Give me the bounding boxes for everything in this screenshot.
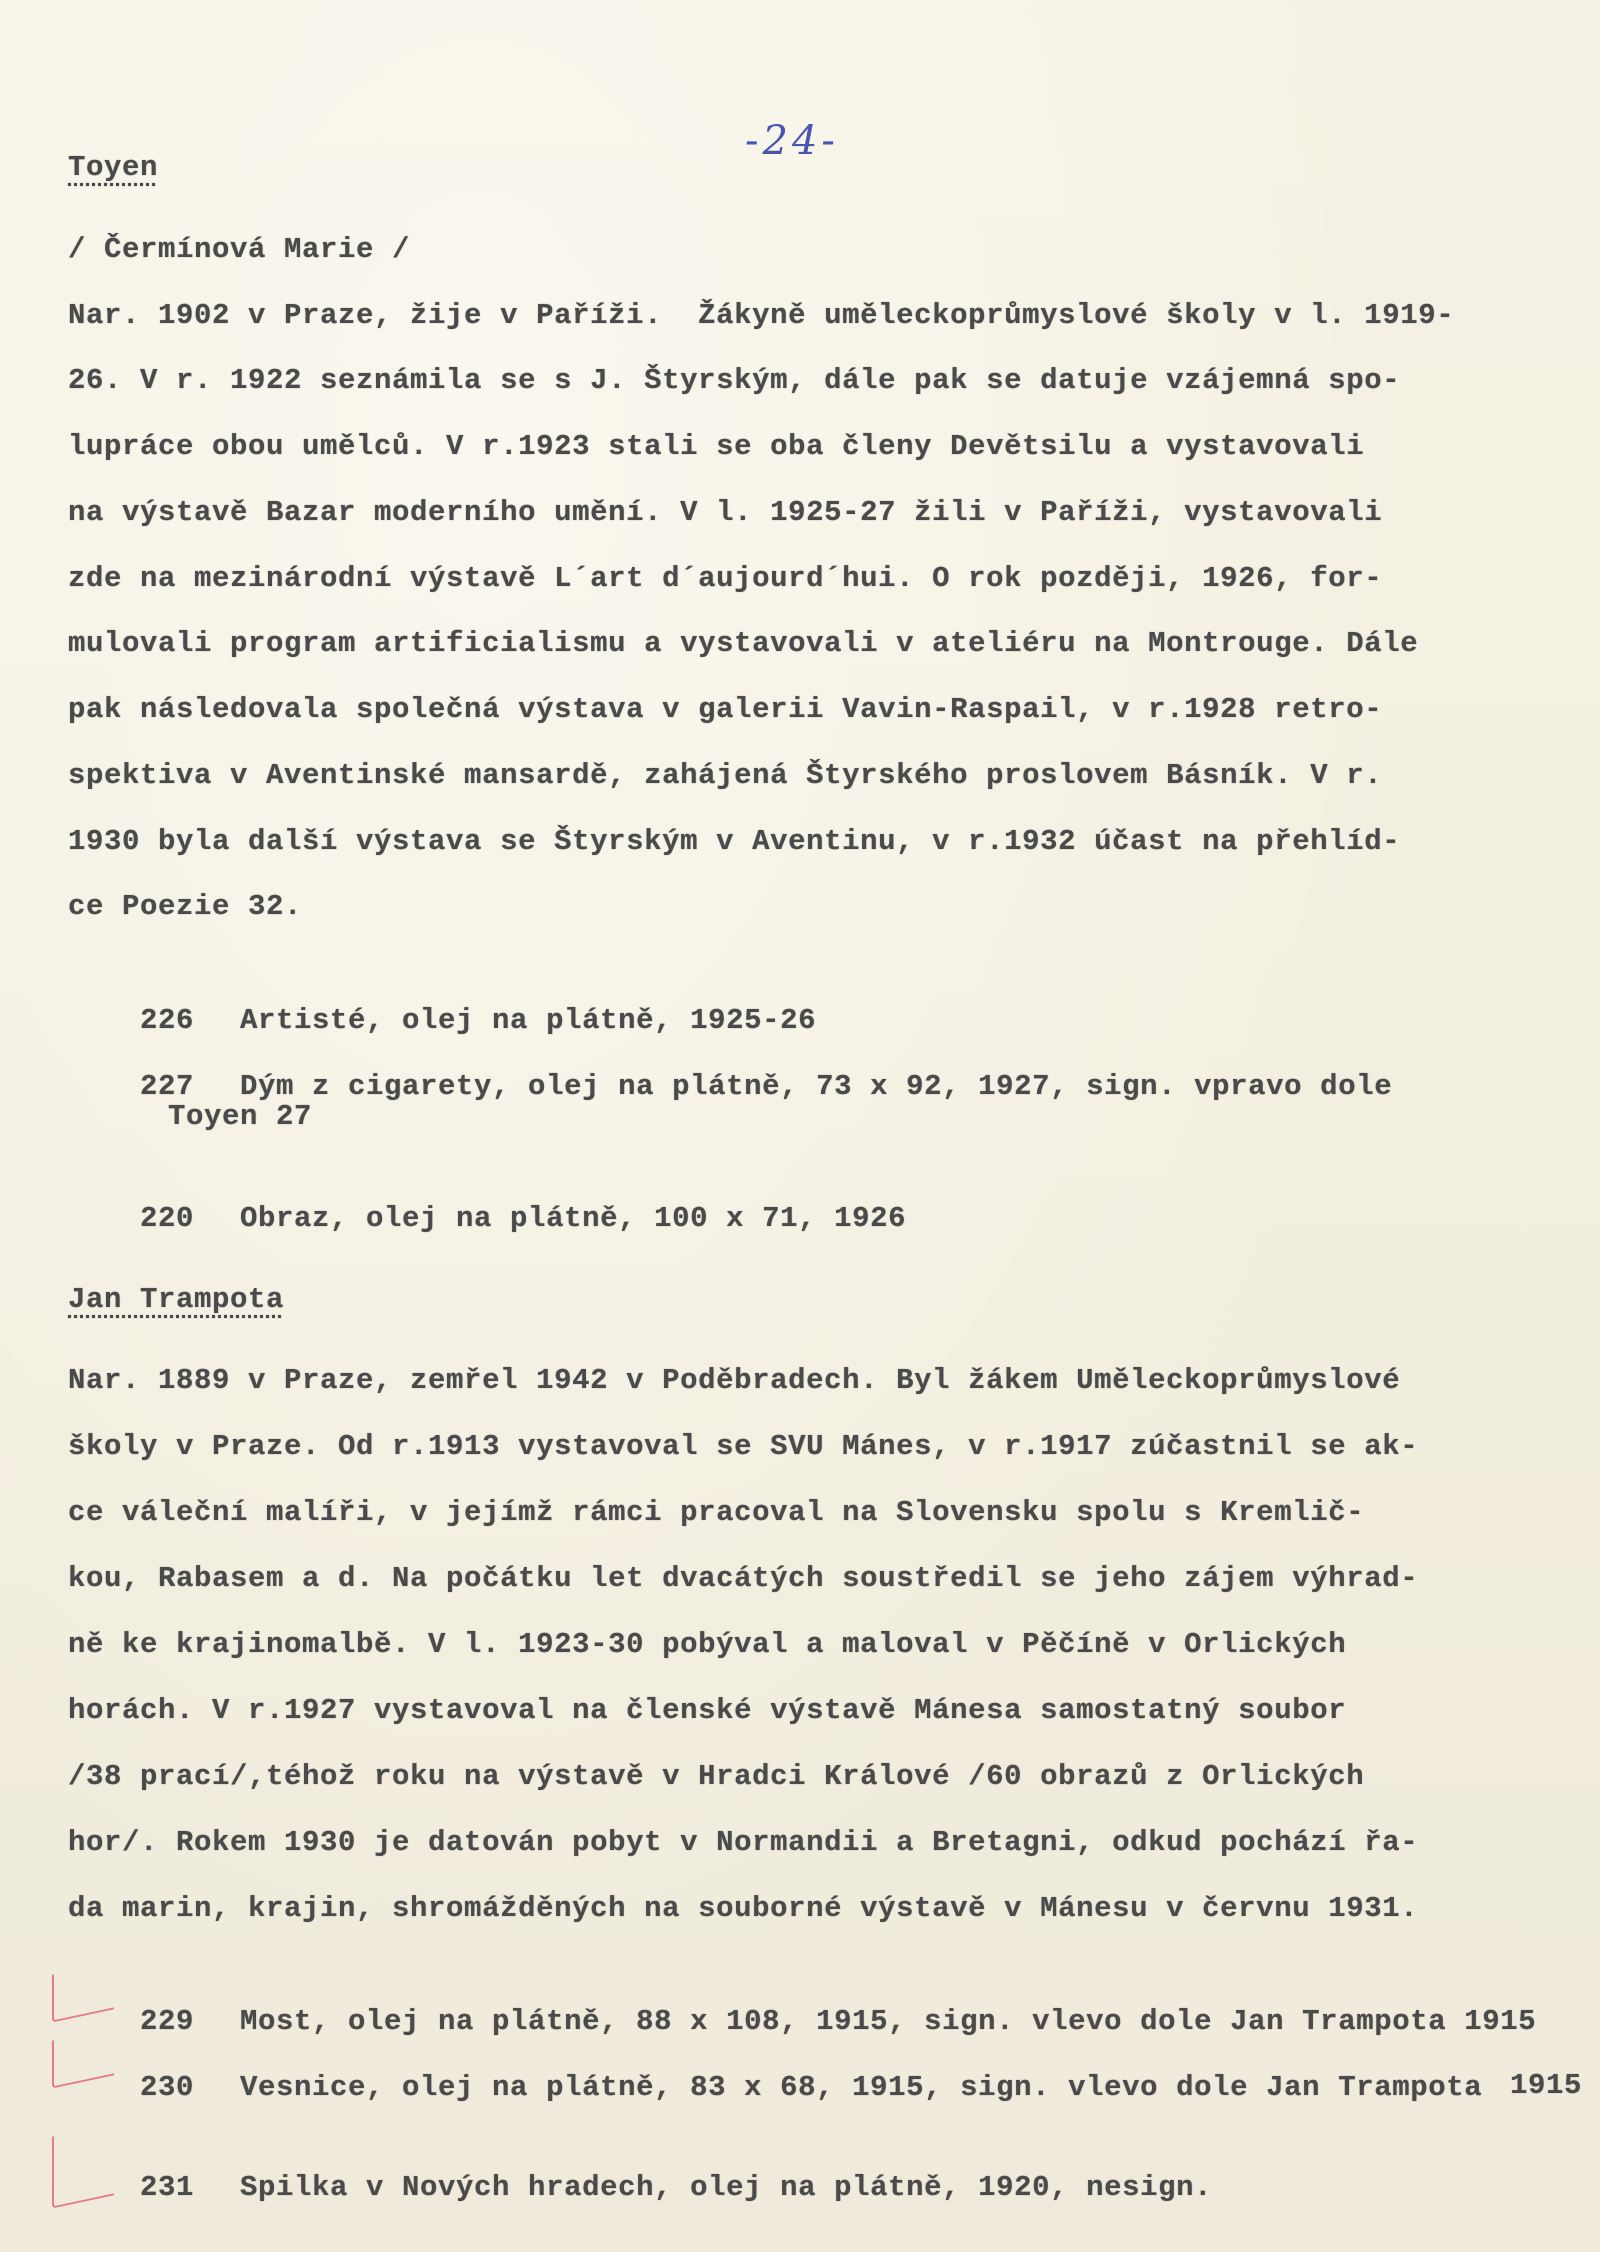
- catalog-item-text: Artisté, olej na plátně, 1925-26: [240, 1004, 817, 1037]
- bio-line: mulovali program artificialismu a vystavovali v ateliéru na Montrouge. Dále: [68, 627, 1419, 660]
- catalog-item-text: Spilka v Nových hradech, olej na plátně, 1920, nesign.: [240, 2171, 1213, 2204]
- artist-alias: / Čermínová Marie /: [68, 233, 411, 266]
- catalog-item: [68, 2134, 1212, 2242]
- catalog-item-text: Obraz, olej na plátně, 100 x 71, 1926: [240, 1202, 907, 1235]
- handwritten-page-number: -24-: [745, 118, 839, 164]
- bio-line: na výstavě Bazar moderního umění. V l. 1925-27 žili v Paříži, vystavovali: [68, 496, 1383, 529]
- catalog-item-continuation: Toyen 27: [168, 1100, 313, 1133]
- section-heading-trampota: Jan Trampota: [68, 1283, 285, 1316]
- bio-line: /38 prací/,téhož roku na výstavě v Hradci Králové /60 obrazů z Orlických: [68, 1760, 1365, 1793]
- catalog-item-text: Dým z cigarety, olej na plátně, 73 x 92, 1927, sign. vpravo dole: [240, 1070, 1393, 1103]
- catalog-item-number: 227: [140, 1070, 195, 1103]
- bio-line: ce Poezie 32.: [68, 890, 303, 923]
- catalog-item-number: 230: [140, 2071, 195, 2104]
- catalog-item-text: Most, olej na plátně, 88 x 108, 1915, sign. vlevo dole Jan Trampota 1915: [240, 2005, 1537, 2038]
- catalog-item: [68, 1165, 906, 1273]
- bio-line: 1930 byla další výstava se Štyrským v Aventinu, v r.1932 účast na přehlíd-: [68, 825, 1401, 858]
- catalog-item-number: 231: [140, 2171, 195, 2204]
- bio-line: Nar. 1889 v Praze, zemřel 1942 v Poděbradech. Byl žákem Uměleckoprůmyslové: [68, 1364, 1401, 1397]
- catalog-item: [68, 2034, 1482, 2142]
- section-heading-toyen: Toyen: [68, 151, 159, 184]
- bio-line: horách. V r.1927 vystavoval na členské výstavě Mánesa samostatný soubor: [68, 1694, 1347, 1727]
- bio-line: spektiva v Aventinské mansardě, zahájená Štyrského proslovem Básník. V r.: [68, 759, 1383, 792]
- bio-line: kou, Rabasem a d. Na počátku let dvacátých soustředil se jeho zájem výhrad-: [68, 1562, 1419, 1595]
- bio-line: 26. V r. 1922 seznámila se s J. Štyrským, dále pak se datuje vzájemná spo-: [68, 364, 1401, 397]
- bio-line: ce váleční malíři, v jejímž rámci pracoval na Slovensku spolu s Kremlič-: [68, 1496, 1365, 1529]
- bio-line: školy v Praze. Od r.1913 vystavoval se SVU Mánes, v r.1917 zúčastnil se ak-: [68, 1430, 1419, 1463]
- catalog-item-text: Vesnice, olej na plátně, 83 x 68, 1915, sign. vlevo dole Jan Trampota: [240, 2071, 1483, 2104]
- bio-line: Nar. 1902 v Praze, žije v Paříži. Žákyně uměleckoprůmyslové školy v l. 1919-: [68, 299, 1455, 332]
- bio-line: ně ke krajinomalbě. V l. 1923-30 pobýval a maloval v Pěčíně v Orlických: [68, 1628, 1347, 1661]
- catalog-item-number: 229: [140, 2005, 195, 2038]
- catalog-item-continuation: 1915: [1510, 2069, 1583, 2102]
- catalog-item-number: 226: [140, 1004, 195, 1037]
- bio-line: pak následovala společná výstava v galerii Vavin-Raspail, v r.1928 retro-: [68, 693, 1383, 726]
- catalog-item-number: 220: [140, 1202, 195, 1235]
- bio-line: hor/. Rokem 1930 je datován pobyt v Normandii a Bretagni, odkud pochází řa-: [68, 1826, 1419, 1859]
- bio-line: da marin, krajin, shromážděných na souborné výstavě v Mánesu v červnu 1931.: [68, 1892, 1419, 1925]
- bio-line: lupráce obou umělců. V r.1923 stali se oba členy Devětsilu a vystavovali: [68, 430, 1365, 463]
- bio-line: zde na mezinárodní výstavě L´art d´aujourd´hui. O rok později, 1926, for-: [68, 562, 1383, 595]
